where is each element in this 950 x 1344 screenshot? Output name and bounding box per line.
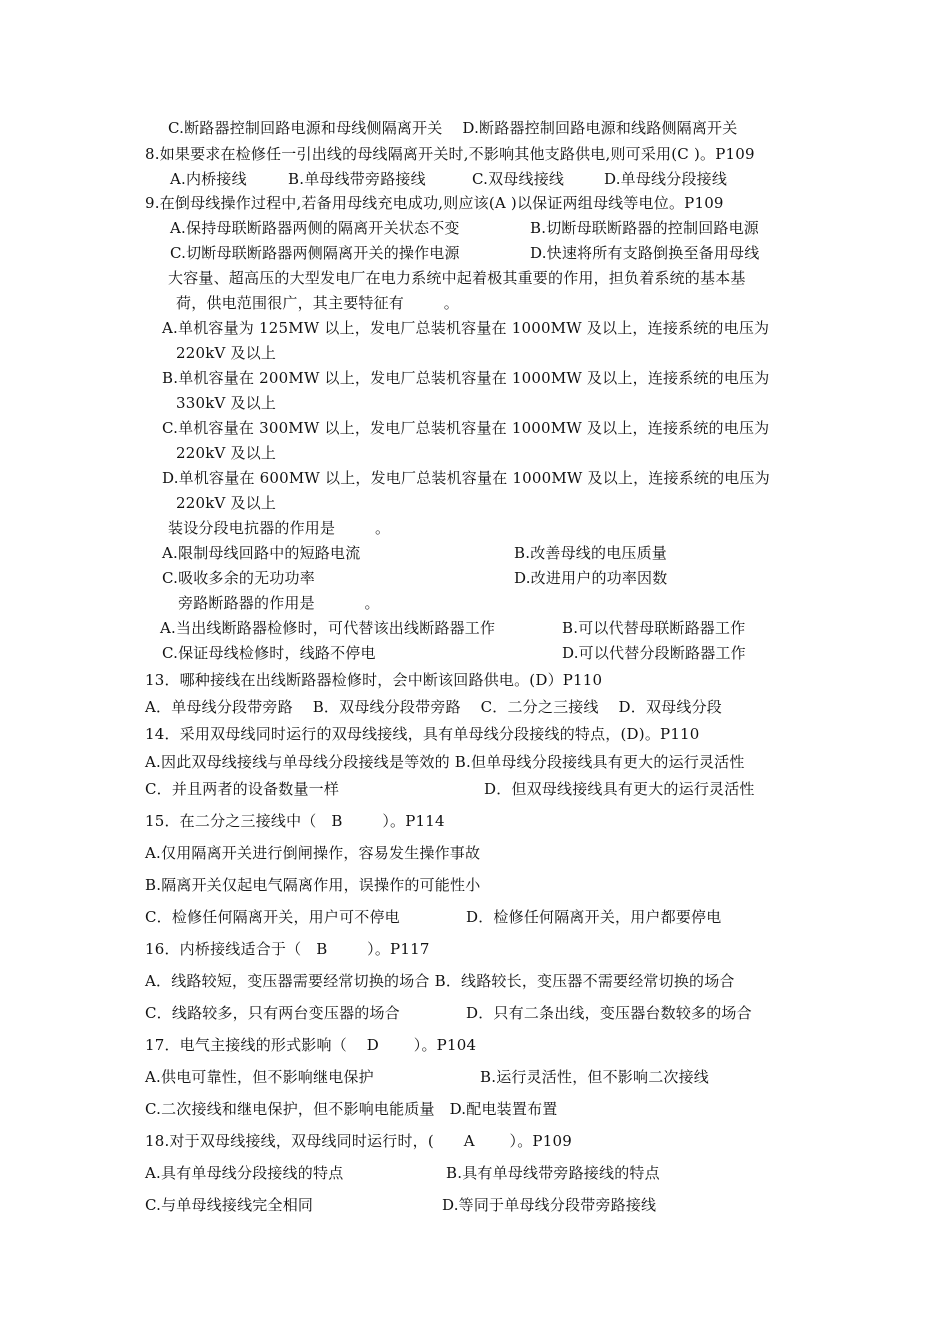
question-18: 18.对于双母线接线，双母线同时运行时，( A ）。P109: [145, 1132, 572, 1150]
option-c: C.切断母联断路器两侧隔离开关的操作电源: [170, 244, 460, 262]
question-12: 旁路断路器的作用是 。: [178, 594, 380, 612]
option-c: C.单机容量在 300MW 以上，发电厂总装机容量在 1000MW 及以上，连接系统的电压为: [162, 419, 770, 437]
option-d: D.单机容量在 600MW 以上，发电厂总装机容量在 1000MW 及以上，连接系统的电压为: [162, 469, 770, 487]
option-c: C.双母线接线: [472, 170, 565, 188]
option-c-cont: 220kV 及以上: [176, 444, 277, 462]
option-d-cont: 220kV 及以上: [176, 494, 277, 512]
option-d: D.单母线分段接线: [604, 170, 728, 188]
option-c: C．检修任何隔离开关，用户可不停电: [145, 908, 400, 926]
option-d: D.快速将所有支路倒换至备用母线: [530, 244, 760, 262]
options-13: A．单母线分段带旁路 B．双母线分段带旁路 C．二分之三接线 D．双母线分段: [145, 698, 722, 716]
option-b-cont: 330kV 及以上: [176, 394, 277, 412]
option-a: A.内桥接线: [170, 170, 247, 188]
question-10-cont: 荷，供电范围很广，其主要特征有 。: [176, 294, 459, 312]
option-b: B.可以代替母联断路器工作: [562, 619, 746, 637]
option-c: C.保证母线检修时，线路不停电: [162, 644, 376, 662]
option-a: A.单机容量为 125MW 以上，发电厂总装机容量在 1000MW 及以上，连接系统的电压为: [162, 319, 770, 337]
options-16-ab: A．线路较短，变压器需要经常切换的场合 B．线路较长，变压器不需要经常切换的场合: [145, 972, 735, 990]
option-c: C.吸收多余的无功功率: [162, 569, 315, 587]
option-b: B.隔离开关仅起电气隔离作用，误操作的可能性小: [145, 876, 481, 894]
option-d: D．但双母线接线具有更大的运行灵活性: [484, 780, 755, 798]
option-a: A.供电可靠性，但不影响继电保护: [145, 1068, 374, 1086]
option-c: C.与单母线接线完全相同: [145, 1196, 314, 1214]
question-11: 装设分段电抗器的作用是 。: [168, 519, 391, 537]
option-b: B.运行灵活性，但不影响二次接线: [480, 1068, 709, 1086]
option-a-cont: 220kV 及以上: [176, 344, 277, 362]
option-b: B.改善母线的电压质量: [514, 544, 667, 562]
option-d: D.可以代替分段断路器工作: [562, 644, 746, 662]
text-line: C.断路器控制回路电源和母线侧隔离开关 D.断路器控制回路电源和线路侧隔离开关: [168, 119, 738, 137]
question-17: 17．电气主接线的形式影响（ D ）。P104: [145, 1036, 477, 1054]
option-b: B.切断母联断路器的控制回路电源: [530, 219, 759, 237]
option-d: D.改进用户的功率因数: [514, 569, 668, 587]
option-c: C．线路较多，只有两台变压器的场合: [145, 1004, 400, 1022]
question-14: 14．采用双母线同时运行的双母线接线，具有单母线分段接线的特点，(D)。P110: [145, 725, 700, 743]
option-c: C．并且两者的设备数量一样: [145, 780, 340, 798]
question-16: 16．内桥接线适合于（ B ）。P117: [145, 940, 430, 958]
option-d: D．只有二条出线，变压器台数较多的场合: [466, 1004, 752, 1022]
question-15: 15．在二分之三接线中（ B ）。P114: [145, 812, 445, 830]
options-14-ab: A.因此双母线接线与单母线分段接线是等效的 B.但单母线分段接线具有更大的运行灵活性: [145, 753, 745, 771]
option-b: B.单机容量在 200MW 以上，发电厂总装机容量在 1000MW 及以上，连接系统的电压为: [162, 369, 770, 387]
option-d: D．检修任何隔离开关，用户都要停电: [466, 908, 722, 926]
option-b: B.单母线带旁路接线: [288, 170, 426, 188]
option-a: A.当出线断路器检修时，可代替该出线断路器工作: [160, 619, 496, 637]
option-a: A.具有单母线分段接线的特点: [145, 1164, 344, 1182]
options-17-cd: C.二次接线和继电保护，但不影响电能质量 D.配电装置布置: [145, 1100, 558, 1118]
question-9: 9.在倒母线操作过程中,若备用母线充电成功,则应该(A )以保证两组母线等电位。P109: [145, 194, 724, 212]
question-13: 13．哪种接线在出线断路器检修时，会中断该回路供电。(D）P110: [145, 671, 603, 689]
option-a: A.保持母联断路器两侧的隔离开关状态不变: [170, 219, 460, 237]
option-a: A.仅用隔离开关进行倒闸操作，容易发生操作事故: [145, 844, 481, 862]
question-10: 大容量、超高压的大型发电厂在电力系统中起着极其重要的作用，担负着系统的基本基: [168, 269, 746, 287]
question-8: 8.如果要求在检修任一引出线的母线隔离开关时,不影响其他支路供电,则可采用(C )。P109: [145, 145, 755, 163]
option-a: A.限制母线回路中的短路电流: [162, 544, 361, 562]
option-d: D.等同于单母线分段带旁路接线: [442, 1196, 657, 1214]
option-b: B.具有单母线带旁路接线的特点: [446, 1164, 660, 1182]
